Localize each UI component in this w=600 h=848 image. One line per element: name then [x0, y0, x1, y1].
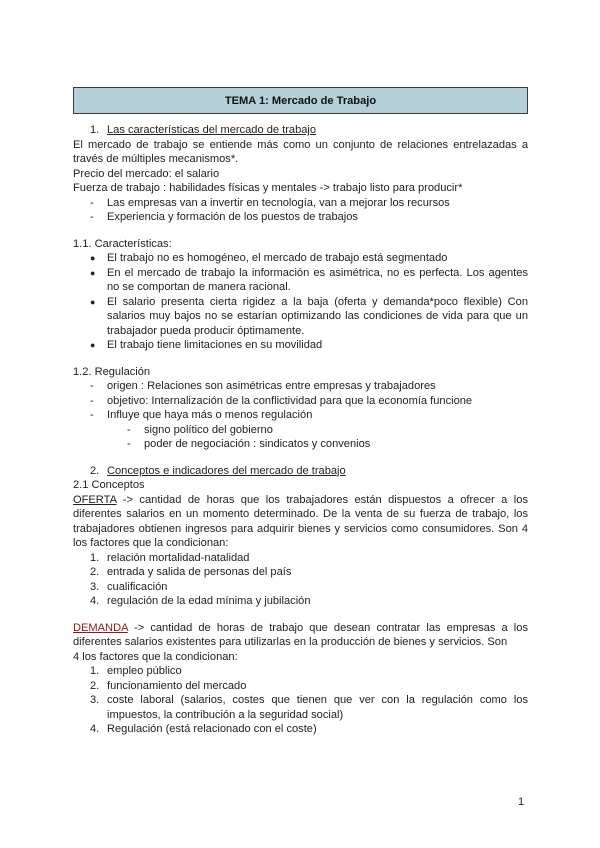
list-item: - Influye que haya más o menos regulación [90, 409, 313, 421]
list-item: 2. entrada y salida de personas del país [90, 566, 292, 578]
list-item: - objetivo: Internalización de la conflictividad para que la economía funcione [90, 394, 473, 407]
list-item: ● El trabajo tiene limitaciones en su movilidad [90, 339, 323, 351]
list-item: ● En el mercado de trabajo la información es asimétrica, no es perfecta. Los agentes no se comportan de manera racional. [90, 266, 528, 293]
section-1-number: 1. [90, 124, 100, 136]
list-item: 2. funcionamiento del mercado [90, 679, 247, 692]
document-title: TEMA 1: Mercado de Trabajo [73, 87, 528, 114]
demanda-paragraph-cont: 4 los factores que la condicionan: [73, 650, 238, 663]
list-item: 3. cualificación [90, 580, 168, 593]
list-item: ● El trabajo no es homogéneo, el mercado de trabajo está segmentado [90, 252, 448, 264]
list-item: - Experiencia y formación de los puestos de trabajos [90, 211, 358, 223]
list-item: - Las empresas van a invertir en tecnología, van a mejorar los recursos [90, 196, 450, 209]
document-page [73, 87, 528, 737]
list-item: 4. regulación de la edad mínima y jubilación [90, 595, 311, 607]
section-1-precio: Precio del mercado: el salario [73, 167, 220, 180]
demanda-text: -> cantidad de horas de trabajo que desean contratar las empresas a los diferentes salarios existentes para utilizarlas en la producción de bienes y servicios. Son [73, 621, 528, 648]
section-1-heading [73, 123, 528, 138]
oferta-label: OFERTA [73, 493, 117, 506]
section-1-title: Las características del mercado de trabajo [107, 124, 317, 136]
list-item: - poder de negociación : sindicatos y convenios [127, 438, 371, 450]
section-2-number: 2. [90, 464, 100, 477]
demanda-label: DEMANDA [73, 621, 128, 634]
page-number: 1 [518, 796, 525, 808]
oferta-text: -> cantidad de horas que los trabajadores están dispuestos a ofrecer a los diferentes salarios en un momento determinado. De la venta de su fuerza de trabajo, los trabajadores obtienen ingresos para adquirir bienes y servicios como consumidores. Son 4 los factores que la condicionan: [73, 493, 528, 549]
list-item: 3. coste laboral (salarios, costes que tienen que ver con la regulación como los impuestos, la contribución a la seguridad social) [90, 694, 528, 721]
section-1-1-heading: 1.1. Características: [73, 237, 172, 250]
section-1-paragraph: El mercado de trabajo se entiende más como un conjunto de relaciones entrelazadas a través de múltiples mecanismos*. [73, 138, 528, 165]
section-2-1-heading: 2.1 Conceptos [73, 479, 145, 491]
list-item: ● El salario presenta cierta rigidez a la baja (oferta y demanda*poco flexible) Con salarios muy bajos no se estarían optimizando las condiciones de vida para que un trabajador pueda producir óptimamente. [90, 295, 528, 337]
list-item: 1. relación mortalidad-natalidad [90, 551, 250, 564]
list-item: - signo político del gobierno [127, 423, 273, 436]
section-1-2-heading: 1.2. Regulación [73, 365, 151, 378]
list-item: - origen : Relaciones son asimétricas entre empresas y trabajadores [90, 380, 436, 392]
list-item: 4. Regulación (está relacionado con el coste) [90, 723, 317, 735]
section-2-heading [73, 464, 528, 479]
section-2-title: Conceptos e indicadores del mercado de trabajo [107, 464, 346, 477]
section-1-fuerza: Fuerza de trabajo : habilidades físicas y mentales -> trabajo listo para producir* [73, 182, 463, 194]
oferta-paragraph [73, 493, 528, 551]
demanda-paragraph [73, 621, 528, 650]
list-item: 1. empleo público [90, 665, 182, 677]
